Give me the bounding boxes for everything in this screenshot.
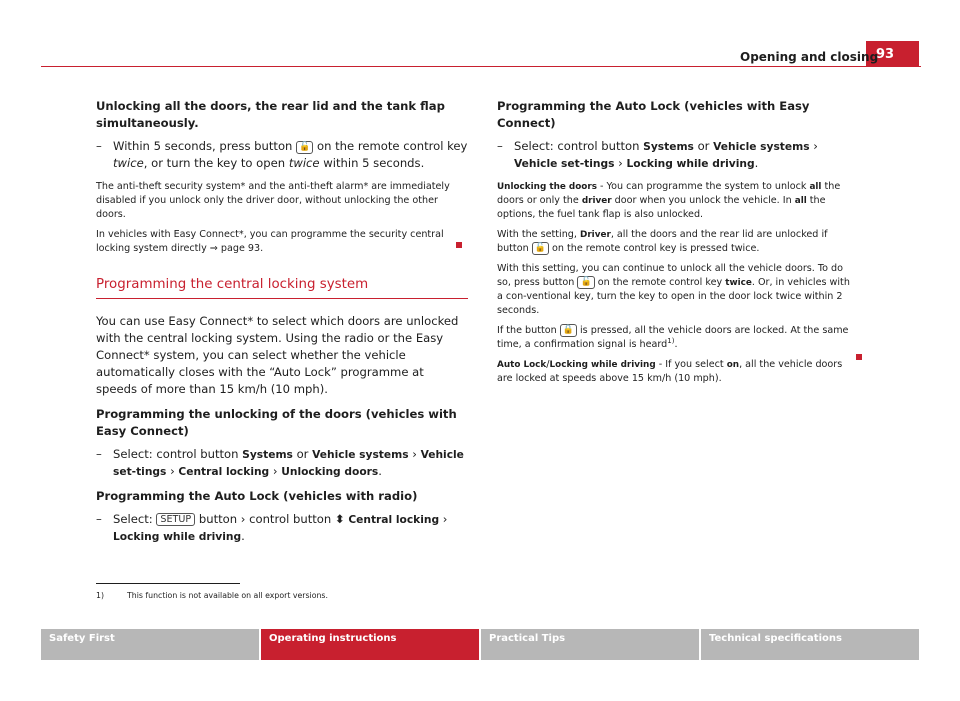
tab-practical-tips[interactable]: Practical Tips: [481, 629, 699, 660]
unlock-all-heading: Unlocking all the doors, the rear lid and the tank flap simultaneously.: [96, 99, 445, 130]
unlock-key-icon: 🔓: [296, 141, 313, 154]
term: Unlocking the doors: [497, 182, 597, 192]
subheading-auto-lock-easy-connect: Programming the Auto Lock (vehicles with Easy Connect): [497, 99, 810, 130]
easy-connect-note: In vehicles with Easy Connect*, you can programme the security central locking system directly ⇒ page 93.: [96, 229, 444, 254]
text: .: [241, 529, 245, 543]
tab-safety-first[interactable]: Safety First: [41, 629, 259, 660]
menu-term: Systems: [643, 140, 694, 153]
end-mark: [856, 354, 862, 360]
list-item-body: [113, 138, 468, 172]
term: Auto Lock: [497, 360, 547, 370]
emphasis: twice: [113, 156, 144, 170]
list-item: [96, 446, 468, 480]
text: button › control button: [195, 512, 335, 526]
text: Select: control button: [514, 139, 644, 153]
separator: ›: [269, 464, 282, 478]
separator: ›: [809, 139, 818, 153]
term: all: [809, 182, 822, 192]
list-item: [497, 138, 857, 172]
text: Select: control button: [113, 447, 243, 461]
footnote-rule: [96, 583, 240, 584]
list-dash: –: [96, 512, 102, 526]
text: on the remote control key: [313, 139, 468, 153]
text: .: [378, 464, 382, 478]
up-down-arrow-icon: ⬍: [334, 512, 345, 526]
list-item-body: [113, 511, 468, 545]
section-heading: Programming the central locking system: [96, 276, 468, 299]
term: all: [794, 196, 807, 206]
page-number: 93: [876, 47, 895, 62]
unlock-key-icon: 🔓: [577, 276, 594, 289]
subheading-auto-lock-radio: Programming the Auto Lock (vehicles with radio): [96, 489, 418, 503]
lock-key-icon: 🔒: [560, 324, 577, 337]
text: With the setting,: [497, 229, 580, 240]
list-item: [96, 511, 468, 545]
footnote-text: This function is not available on all export versions.: [127, 591, 328, 600]
text: With this setting, you can continue to unlock all the vehicle doors. To do so, press button: [497, 263, 843, 288]
text: Within 5 seconds, press button: [113, 139, 297, 153]
end-mark: [456, 242, 462, 248]
text: /: [546, 359, 550, 370]
list-item-body: [514, 138, 857, 172]
text: within 5 seconds.: [319, 156, 425, 170]
auto-lock-paragraph: [497, 358, 857, 386]
separator: ›: [166, 464, 179, 478]
intro-paragraph: You can use Easy Connect* to select which doors are unlocked with the central locking system. Using the radio or the Easy Connect* system, you can select whether the vehicle automatically closes with the “Auto Lock” programme at speeds of more than 15 km/h (10 mph).: [96, 314, 459, 396]
text: .: [754, 156, 759, 170]
text: , all the doors and the rear lid are unlocked if button: [497, 229, 828, 254]
term: on: [726, 360, 740, 370]
separator: ›: [439, 512, 448, 526]
list-item-body: [113, 446, 468, 480]
text: the options, the fuel tank flap is also unlocked.: [497, 195, 826, 220]
text: or: [693, 139, 714, 153]
footer-nav: [41, 629, 919, 660]
tab-operating-instructions[interactable]: Operating instructions: [261, 629, 479, 660]
text: . Or, in vehicles with a con-ventional key, turn the key to open in the door lock twice within 2 seconds.: [497, 277, 850, 316]
separator: ›: [614, 156, 627, 170]
menu-term: Vehicle systems: [713, 140, 810, 153]
list-dash: –: [96, 447, 102, 461]
page-title: Opening and closing: [740, 50, 879, 64]
tab-technical-specifications[interactable]: Technical specifications: [701, 629, 919, 660]
emphasis: twice: [288, 156, 320, 170]
text: - If you select: [655, 359, 727, 370]
menu-term: Central locking: [348, 513, 440, 526]
header-rule: [41, 66, 921, 67]
text: Select:: [113, 512, 157, 526]
continue-unlock-paragraph: [497, 262, 857, 318]
menu-term: Locking while driving: [626, 157, 755, 170]
right-column: [497, 98, 857, 386]
menu-term: Central locking: [178, 465, 270, 478]
text: is pressed, all the vehicle doors are locked. At the same time, a confirmation signal is heard: [497, 325, 849, 350]
menu-term: Locking while driving: [113, 530, 242, 543]
term: Locking while driving: [549, 360, 656, 370]
term: Driver: [580, 230, 611, 240]
unlocking-doors-paragraph: [497, 180, 857, 222]
text: or: [292, 447, 313, 461]
menu-term: Systems: [242, 448, 293, 461]
term: driver: [581, 196, 612, 206]
separator: ›: [408, 447, 421, 461]
menu-term: Unlocking doors: [281, 465, 379, 478]
anti-theft-note: The anti-theft security system* and the anti-theft alarm* are immediately disabled if you unlock only the driver door, without unlocking the other doors.: [96, 181, 450, 220]
unlock-key-icon: 🔓: [532, 242, 549, 255]
text: If the button: [497, 325, 560, 336]
text: on the remote control key: [594, 277, 726, 288]
text: , or turn the key to open: [143, 156, 289, 170]
list-dash: –: [96, 139, 102, 153]
list-item: [96, 138, 468, 172]
driver-setting-paragraph: [497, 228, 857, 256]
text: the doors or only the: [497, 181, 841, 206]
menu-term: Vehicle set-tings: [514, 157, 615, 170]
text: - You can programme the system to unlock: [596, 181, 810, 192]
menu-term: Vehicle set-tings: [113, 448, 464, 478]
list-dash: –: [497, 139, 503, 153]
footnote-reference: 1): [667, 336, 675, 345]
left-column: [96, 98, 468, 545]
text: on the remote control key is pressed twice.: [548, 243, 760, 254]
text: door when you unlock the vehicle. In: [611, 195, 795, 206]
text: .: [674, 339, 678, 350]
lock-button-paragraph: [497, 324, 857, 352]
term: twice: [725, 278, 752, 288]
text: , all the vehicle doors are locked at speeds above 15 km/h (10 mph).: [497, 359, 843, 384]
setup-key: SETUP: [156, 513, 195, 526]
footnote-mark: 1): [96, 591, 105, 600]
subheading-unlocking: Programming the unlocking of the doors (vehicles with Easy Connect): [96, 407, 457, 438]
footnote: [96, 591, 328, 601]
menu-term: Vehicle systems: [312, 448, 409, 461]
